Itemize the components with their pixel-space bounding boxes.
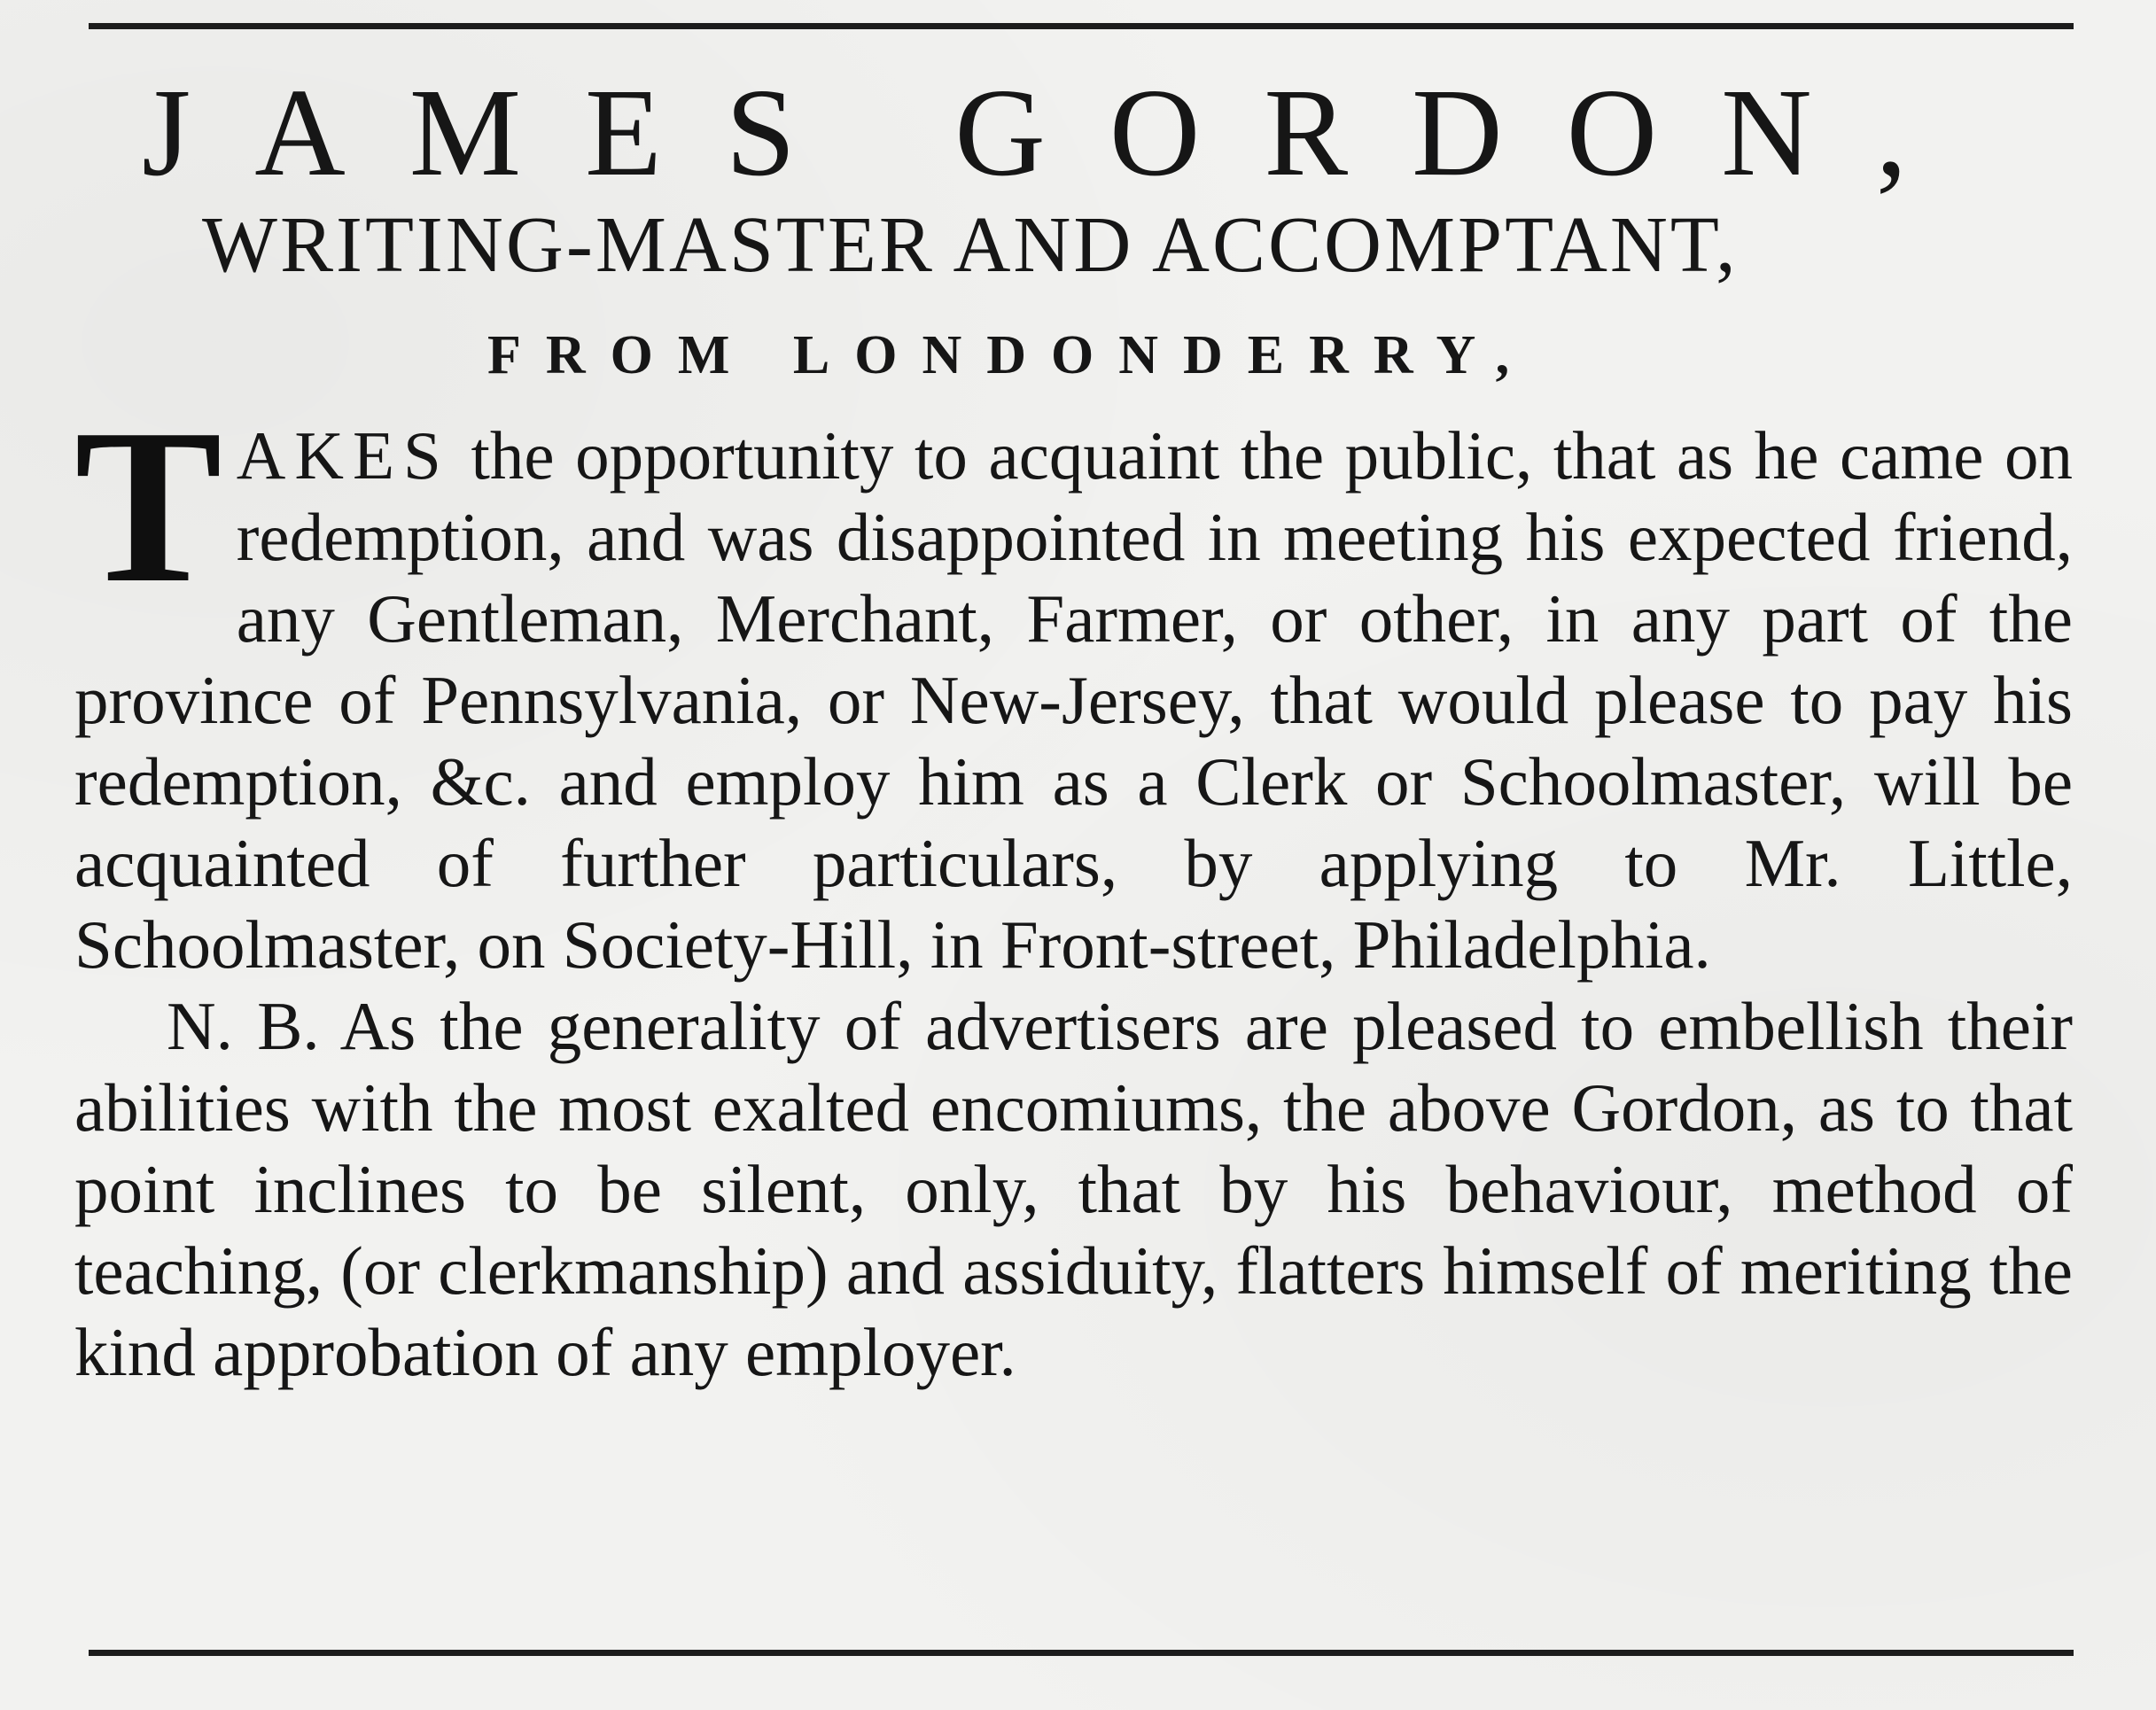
top-divider-rule <box>89 23 2074 29</box>
advertiser-profession: WRITING-MASTER AND ACCOMPTANT, <box>202 201 1739 289</box>
advertiser-name: JAMES GORDON, <box>142 62 1972 202</box>
drop-cap-letter: T <box>74 384 222 629</box>
advertisement-body <box>74 384 2073 1393</box>
advertiser-origin: FROM LONDONDERRY, <box>487 325 1535 385</box>
advertisement-paragraph-1 <box>74 384 2073 985</box>
paragraph-1-text: the opportunity to acquaint the public, that as he came on redemption, and was disappointed in meeting his expected friend, any Gentleman, Merchant, Farmer, or other, in any part of the province of Pennsylvania, or New-Jersey, that would please to pay his redemption, &c. and employ him as a Clerk or Schoolmaster, will be acquainted of further particulars, by applying to Mr. Little, Schoolmaster, on Society-Hill, in Front-street, Philadelphia. <box>74 417 2073 983</box>
bottom-divider-rule <box>89 1650 2074 1656</box>
lead-word: AKES <box>236 417 450 494</box>
advertisement-paragraph-2: N. B. As the generality of advertisers are pleased to embellish their abilities with the most exalted encomiums, the above Gordon, as to that point inclines to be silent, only, that by his behaviour, method of teaching, (or clerkmanship) and assiduity, flatters himself of meriting the kind approbation of any employer. <box>74 988 2073 1390</box>
